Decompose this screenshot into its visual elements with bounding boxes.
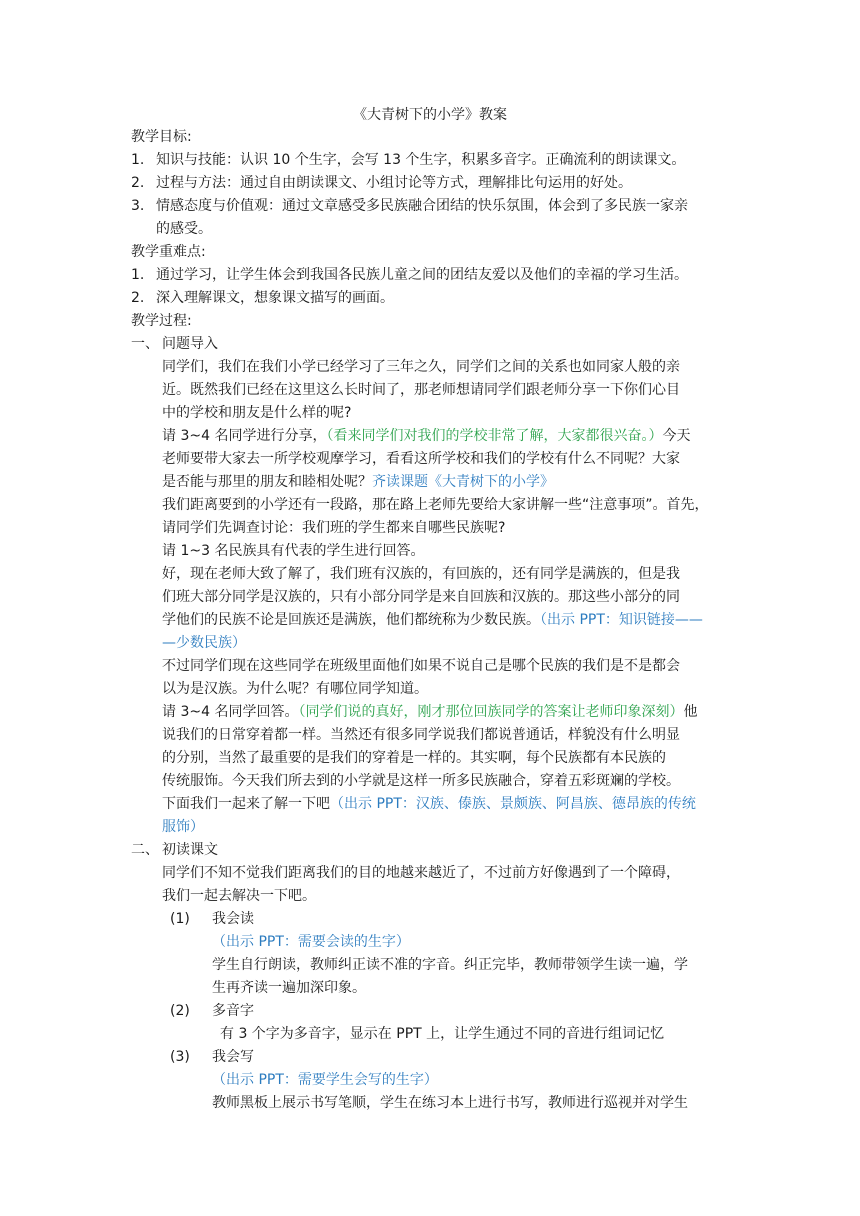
goal1-text: 知识与技能：认识 10 个生字，会写 13 个生字，积累多音字。正确流利的朗读课文。 xyxy=(156,152,686,168)
para3-line1: 我们距离要到的小学还有一段路，那在路上老师先要给大家讲解一些“注意事项”。首先， xyxy=(162,497,709,513)
para7-line5 xyxy=(162,793,696,815)
teacher-remark-green: （看来同学们对我们的学校非常了解，大家都很兴奋。） xyxy=(326,428,663,444)
para7-line3: 的分别，当然了最重要的是我们的穿着是一样的。其实啊，每个民族都有本民族的 xyxy=(162,750,666,766)
para5-line3 xyxy=(162,609,703,631)
para2-line1 xyxy=(162,425,690,447)
subsection3-number: (3) xyxy=(170,1049,190,1065)
section1-number: 一、 xyxy=(131,336,159,352)
ppt-note-blue: 齐读课题《大青树下的小学》 xyxy=(372,474,554,490)
para7-line6: 服饰） xyxy=(162,819,204,835)
section2-number: 二、 xyxy=(131,842,159,858)
process-heading: 教学过程: xyxy=(131,313,192,329)
subsection3-title: 我会写 xyxy=(212,1049,254,1065)
subsection1-number: (1) xyxy=(170,911,190,927)
key-points-heading: 教学重难点: xyxy=(131,244,206,260)
subsection1-line1: 学生自行朗读，教师纠正读不准的字音。纠正完毕，教师带领学生读一遍，学 xyxy=(212,957,688,973)
key2-number: 2. xyxy=(131,290,145,306)
para7-text-c: 下面我们一起来了解一下吧 xyxy=(162,796,330,812)
para6-line1: 不过同学们现在这些同学在班级里面他们如果不说自己是哪个民族的我们是不是都会 xyxy=(162,658,680,674)
section2-title: 初读课文 xyxy=(162,842,218,858)
para7-text-a: 请 3~4 名同学回答。 xyxy=(162,704,299,720)
para1-line3: 中的学校和朋友是什么样的呢? xyxy=(162,405,352,421)
para5-line2: 们班大部分同学是汉族的，只有小部分同学是来自回族和汉族的。那这些小部分的同 xyxy=(162,589,680,605)
subsection1-line2: 生再齐读一遍加深印象。 xyxy=(212,980,366,996)
subsection1-title: 我会读 xyxy=(212,911,254,927)
key2-text: 深入理解课文，想象课文描写的画面。 xyxy=(156,290,394,306)
para1-line2: 近。既然我们已经在这里这么长时间了，那老师想请同学们跟老师分享一下你们心目 xyxy=(162,382,680,398)
para7-text-b: 他 xyxy=(683,704,698,720)
subsection3-line1: 教师黑板上展示书写笔顺，学生在练习本上进行书写，教师进行巡视并对学生 xyxy=(212,1095,688,1111)
para2-text-a: 请 3~4 名同学进行分享， xyxy=(162,428,327,444)
teacher-remark-green: （同学们说的真好，刚才那位回族同学的答案让老师印象深刻） xyxy=(298,704,684,720)
para2-text-c: 是否能与那里的朋友和睦相处呢？ xyxy=(162,474,372,490)
subsection1-ppt-note: （出示 PPT：需要会读的生字） xyxy=(212,934,410,950)
para6-line2: 以为是汉族。为什么呢？有哪位同学知道。 xyxy=(162,681,428,697)
para2-text-b: 今天 xyxy=(662,428,691,444)
subsection2-line1: 有 3 个字为多音字，显示在 PPT 上，让学生通过不同的音进行组词记忆 xyxy=(220,1026,665,1042)
subsection3-ppt-note: （出示 PPT：需要学生会写的生字） xyxy=(212,1072,438,1088)
goal1-number: 1. xyxy=(131,152,145,168)
para5-line1: 好，现在老师大致了解了，我们班有汉族的，有回族的，还有同学是满族的，但是我 xyxy=(162,566,680,582)
subsection2-number: (2) xyxy=(170,1003,190,1019)
goal2-text: 过程与方法：通过自由朗读课文、小组讨论等方式，理解排比句运用的好处。 xyxy=(156,175,632,191)
ppt-note-blue: （出示 PPT：知识链接—— xyxy=(540,612,703,628)
goal2-number: 2. xyxy=(131,175,145,191)
goal3-text-line2: 的感受。 xyxy=(156,221,212,237)
para5-line4: —少数民族） xyxy=(162,635,246,651)
goals-heading: 教学目标: xyxy=(131,129,192,145)
para1-line1: 同学们，我们在我们小学已经学习了三年之久，同学们之间的关系也如同家人般的亲 xyxy=(162,359,680,375)
goal3-number: 3. xyxy=(131,198,145,214)
para7-line4: 传统服饰。今天我们所去到的小学就是这样一所多民族融合，穿着五彩斑斓的学校。 xyxy=(162,773,680,789)
para3-line2: 请同学们先调查讨论：我们班的学生都来自哪些民族呢? xyxy=(162,520,506,536)
para8-line1: 同学们不知不觉我们距离我们的目的地越来越近了，不过前方好像遇到了一个障碍， xyxy=(162,865,680,881)
para4-line1: 请 1~3 名民族具有代表的学生进行回答。 xyxy=(162,543,425,559)
subsection2-title: 多音字 xyxy=(212,1003,254,1019)
para2-line2: 老师要带大家去一所学校观摩学习，看看这所学校和我们的学校有什么不同呢？大家 xyxy=(162,451,680,467)
doc-title: 《大青树下的小学》教案 xyxy=(353,107,507,123)
section1-title: 问题导入 xyxy=(162,336,218,352)
key1-number: 1. xyxy=(131,267,145,283)
para7-line1 xyxy=(162,701,697,723)
para5-text-a: 学他们的民族不论是回族还是满族，他们都统称为少数民族。 xyxy=(162,612,540,628)
para7-line2: 说我们的日常穿着都一样。当然还有很多同学说我们都说普通话，样貌没有什么明显 xyxy=(162,727,680,743)
para8-line2: 我们一起去解决一下吧。 xyxy=(162,888,316,904)
goal3-text-line1: 情感态度与价值观：通过文章感受多民族融合团结的快乐氛围，体会到了多民族一家亲 xyxy=(156,198,688,214)
para2-line3 xyxy=(162,471,554,493)
ppt-note-blue: （出示 PPT：汉族、傣族、景颇族、阿昌族、德昂族的传统 xyxy=(330,796,696,812)
key1-text: 通过学习，让学生体会到我国各民族儿童之间的团结友爱以及他们的幸福的学习生活。 xyxy=(156,267,688,283)
